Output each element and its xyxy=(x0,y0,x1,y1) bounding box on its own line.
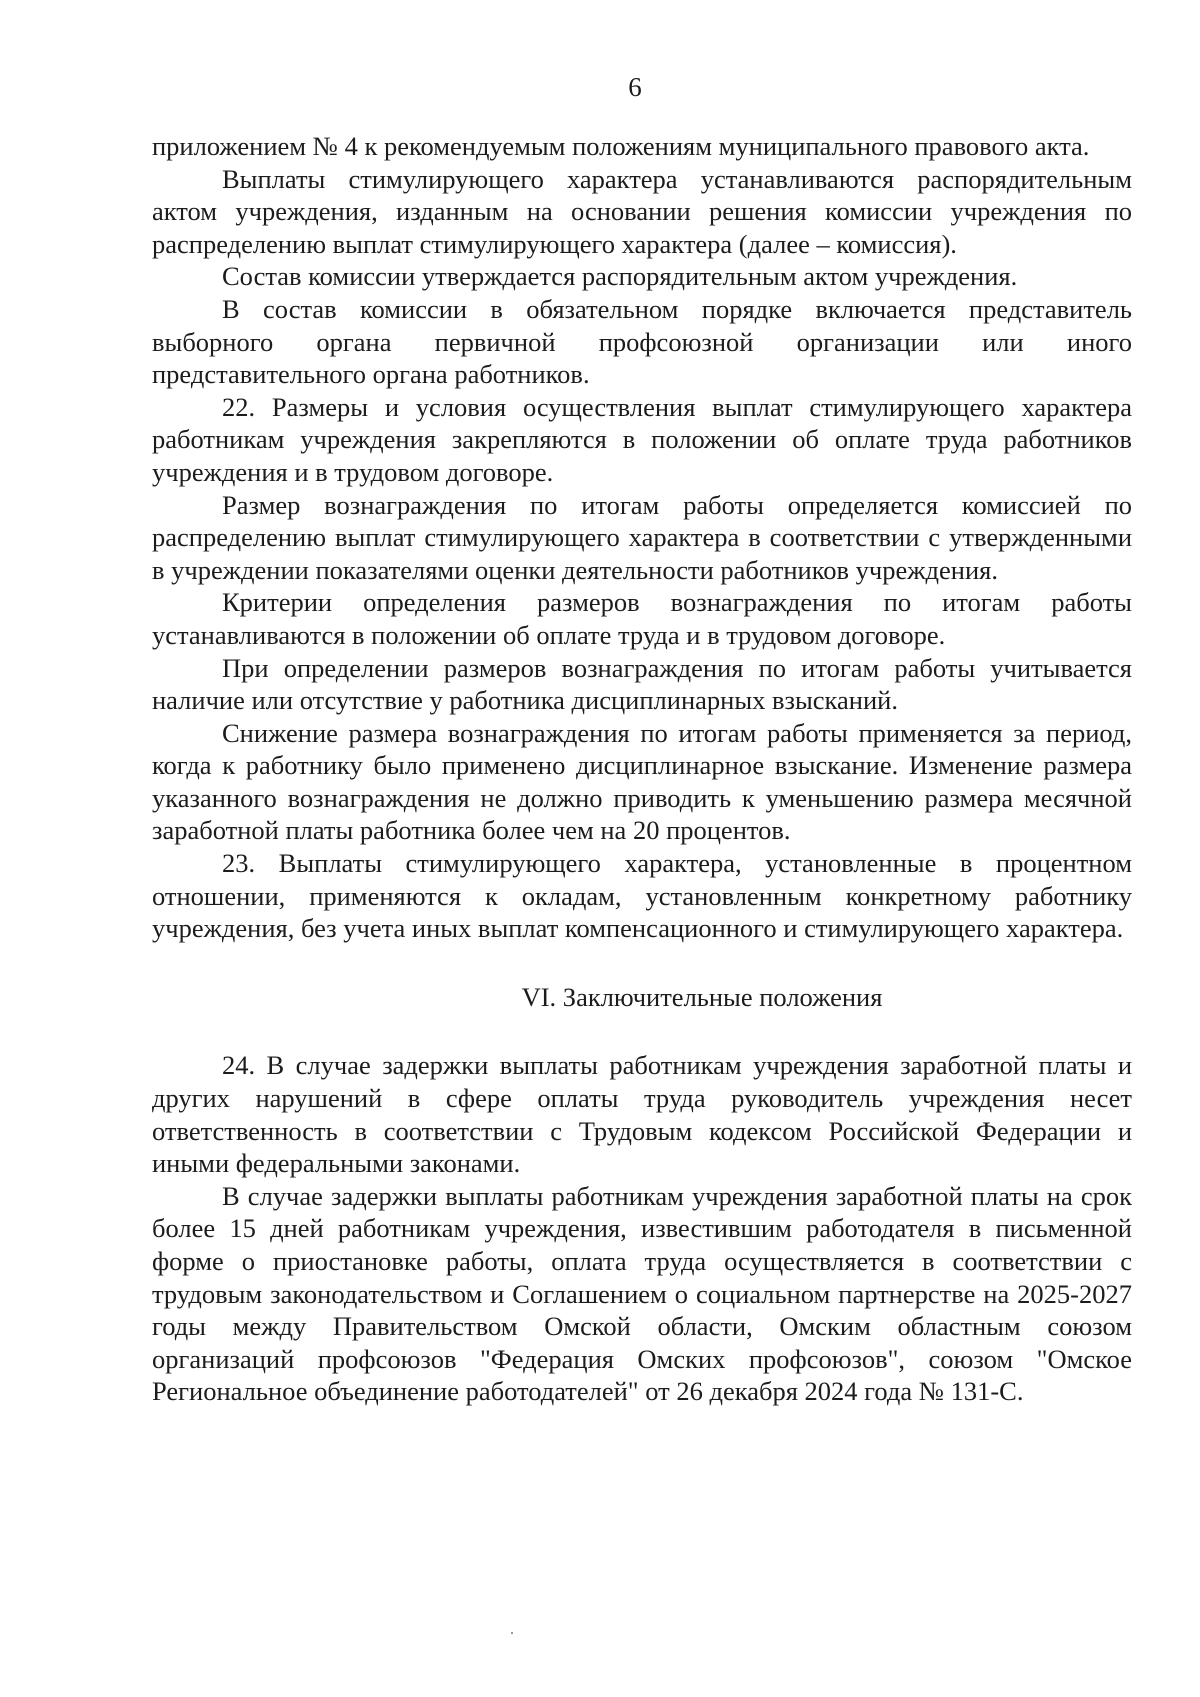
paragraph: В случае задержки выплаты работникам учреждения заработной платы на срок более 15 дней работникам учреждения, известившим работодателя в письменной форме о приостановке работы, оплата труда осуществляется в соответствии с трудовым законодательством и Соглашением о социальном партнерстве на 2025-2027 годы между Правительством Омской области, Омским областным союзом организаций профсоюзов "Федерация Омских профсоюзов", союзом "Омское Региональное объединение работодателей" от 26 декабря 2024 года № 131-С. xyxy=(152,1180,1132,1407)
scan-speck xyxy=(511,1632,513,1634)
paragraph: При определении размеров вознаграждения по итогам работы учитывается наличие или отсутствие у работника дисциплинарных взысканий. xyxy=(152,652,1132,716)
paragraph: Размер вознаграждения по итогам работы определяется комиссией по распределению выплат стимулирующего характера в соответствии с утвержденными в учреждении показателями оценки деятельности работников учреждения. xyxy=(152,489,1132,585)
paragraph-item-22: 22. Размеры и условия осуществления выплат стимулирующего характера работникам учреждения закрепляются в положении об оплате труда работников учреждения и в трудовом договоре. xyxy=(152,391,1132,487)
document-body xyxy=(152,130,1132,1408)
page-number: 6 xyxy=(628,72,642,102)
paragraph: Снижение размера вознаграждения по итогам работы применяется за период, когда к работнику было применено дисциплинарное взыскание. Изменение размера указанного вознаграждения не должно приводить к уменьшению размера месячной заработной платы работника более чем на 20 процентов. xyxy=(152,717,1132,846)
paragraph: Выплаты стимулирующего характера устанавливаются распорядительным актом учреждения, изданным на основании решения комиссии учреждения по распределению выплат стимулирующего характера (далее – комиссия). xyxy=(152,163,1132,259)
paragraph: Критерии определения размеров вознаграждения по итогам работы устанавливаются в положении об оплате труда и в трудовом договоре. xyxy=(152,587,1132,650)
paragraph: В состав комиссии в обязательном порядке включается представитель выборного органа первичной профсоюзной организации или иного представительного органа работников. xyxy=(152,293,1132,390)
section-heading: VI. Заключительные положения xyxy=(521,981,883,1012)
paragraph-item-23: 23. Выплаты стимулирующего характера, установленные в процентном отношении, применяются к окладам, установленным конкретному работнику учреждения, без учета иных выплат компенсационного и стимулирующего характера. xyxy=(152,848,1132,944)
paragraph-item-24: 24. В случае задержки выплаты работникам учреждения заработной платы и других нарушений в сфере оплаты труда руководитель учреждения несет ответственность в соответствии с Трудовым кодексом Российской Федерации и иными федеральными законами. xyxy=(152,1050,1132,1179)
paragraph-continuation: приложением № 4 к рекомендуемым положениям муниципального правового акта. xyxy=(152,131,1090,161)
paragraph: Состав комиссии утверждается распорядительным актом учреждения. xyxy=(222,261,1018,292)
